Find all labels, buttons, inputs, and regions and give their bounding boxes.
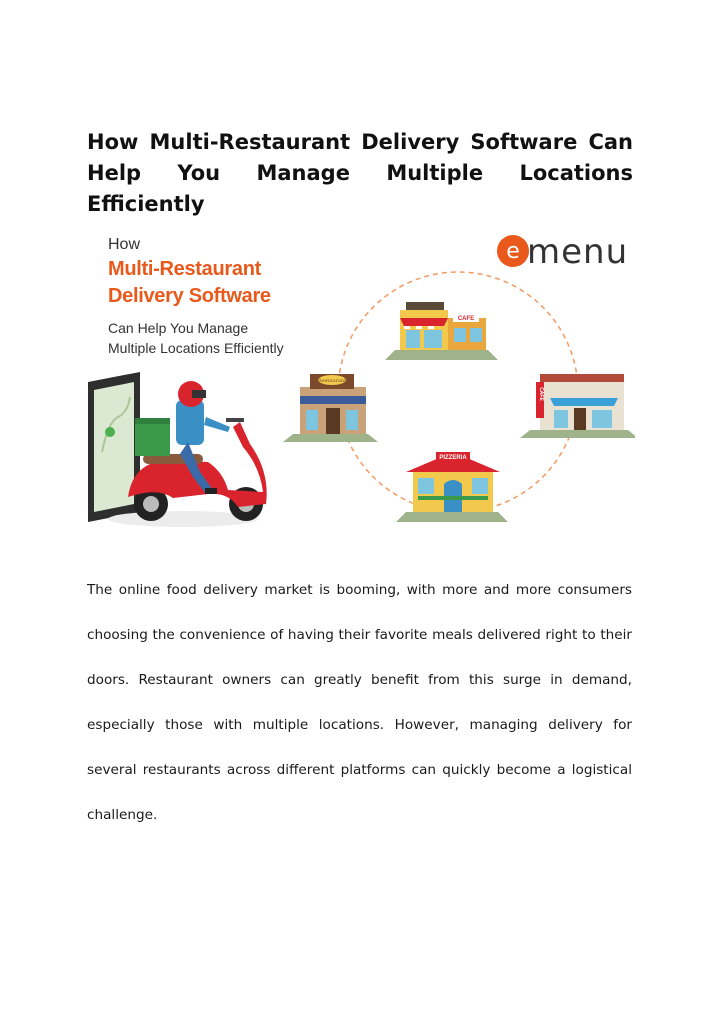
emenu-logo-icon	[497, 235, 529, 267]
hero-subtitle-line2: Multiple Locations Efficiently	[108, 340, 284, 356]
restaurant-building-icon	[283, 374, 378, 442]
logo-letter: e	[506, 239, 520, 264]
cafe-building-icon	[385, 302, 498, 360]
emenu-logo-text: menu	[527, 232, 629, 272]
hero-how-text: How	[108, 236, 141, 253]
hero-headline-line2: Delivery Software	[108, 285, 271, 307]
cafe-building-icon-right	[520, 374, 635, 438]
intro-paragraph: The online food delivery market is booming, with more and more consumers choosing the convenience of having their favorite meals delivered right to their doors. Restaurant owners can greatly benefit from this surge in demand, especially those with multiple locations. However, managing delivery for several restaurants across different platforms can quickly become a logistical challenge.	[87, 582, 632, 823]
pizzeria-sign: PIZZERIA	[439, 455, 467, 461]
bistro-sign: Restaurant	[317, 378, 347, 384]
cafe-sign: CAFE	[457, 316, 475, 322]
side-cafe-sign: CAFE	[538, 387, 544, 401]
document-title: How Multi-Restaurant Delivery Software Can Help You Manage Multiple Locations Efficiently	[87, 130, 633, 216]
hero-illustration	[88, 222, 635, 532]
smartphone-icon	[88, 372, 140, 522]
hero-headline-line1: Multi-Restaurant	[108, 258, 261, 280]
pizzeria-building-icon	[396, 452, 508, 522]
hero-subtitle-line1: Can Help You Manage	[108, 320, 249, 336]
